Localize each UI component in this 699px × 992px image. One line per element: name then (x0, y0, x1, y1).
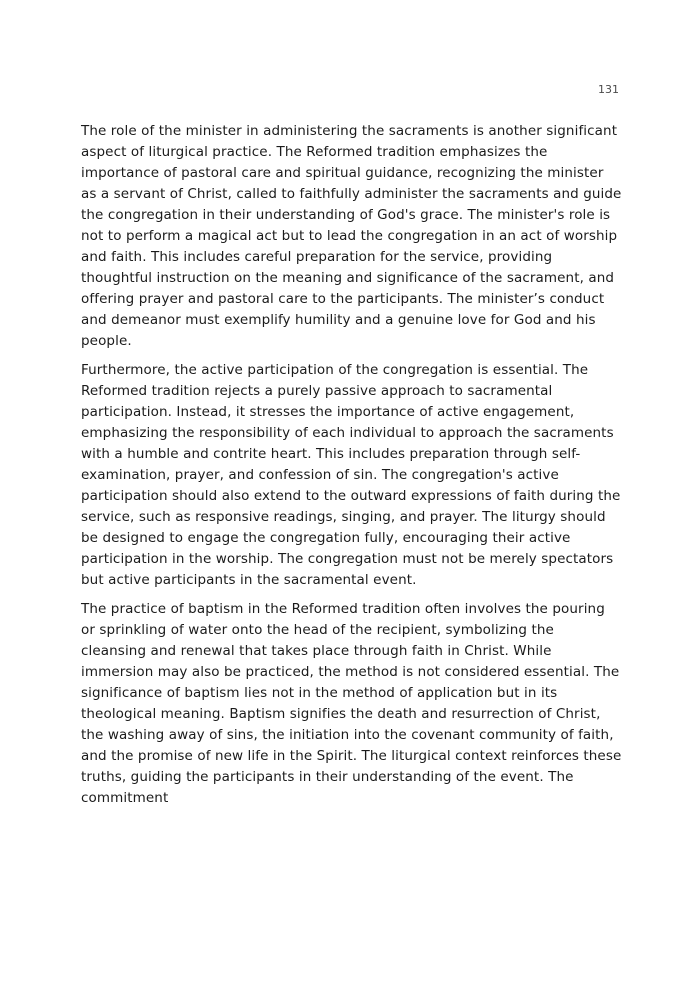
paragraph-minister-role: The role of the minister in administering the sacraments is another significant aspect of liturgical practice. The Reformed tradition emphasizes the importance of pastoral care and spiritual guidance, recognizing the minister as a servant of Christ, called to faithfully administer the sacraments and guide the congregation in their understanding of God's grace. The minister's role is not to perform a magical act but to lead the congregation in an act of worship and faith. This includes careful preparation for the service, providing thoughtful instruction on the meaning and significance of the sacrament, and offering prayer and pastoral care to the participants. The minister’s conduct and demeanor must exemplify humility and a genuine love for God and his people. (81, 123, 622, 349)
paragraph-congregation-participation: Furthermore, the active participation of the congregation is essential. The Reformed tradition rejects a purely passive approach to sacramental participation. Instead, it stresses the importance of active engagement, emphasizing the responsibility of each individual to approach the sacraments with a humble and contrite heart. This includes preparation through self-examination, prayer, and confession of sin. The congregation's active participation should also extend to the outward expressions of faith during the service, such as responsive readings, singing, and prayer. The liturgy should be designed to engage the congregation fully, encouraging their active participation in the worship. The congregation must not be merely spectators but active participants in the sacramental event. (81, 362, 621, 588)
page-number: 131 (598, 83, 619, 96)
page-content (81, 121, 622, 817)
paragraph-baptism-practice: The practice of baptism in the Reformed tradition often involves the pouring or sprinkling of water onto the head of the recipient, symbolizing the cleansing and renewal that takes place through faith in Christ. While immersion may also be practiced, the method is not considered essential. The significance of baptism lies not in the method of application but in its theological meaning. Baptism signifies the death and resurrection of Christ, the washing away of sins, the initiation into the covenant community of faith, and the promise of new life in the Spirit. The liturgical context reinforces these truths, guiding the participants in their understanding of the event. The commitment (81, 601, 622, 806)
